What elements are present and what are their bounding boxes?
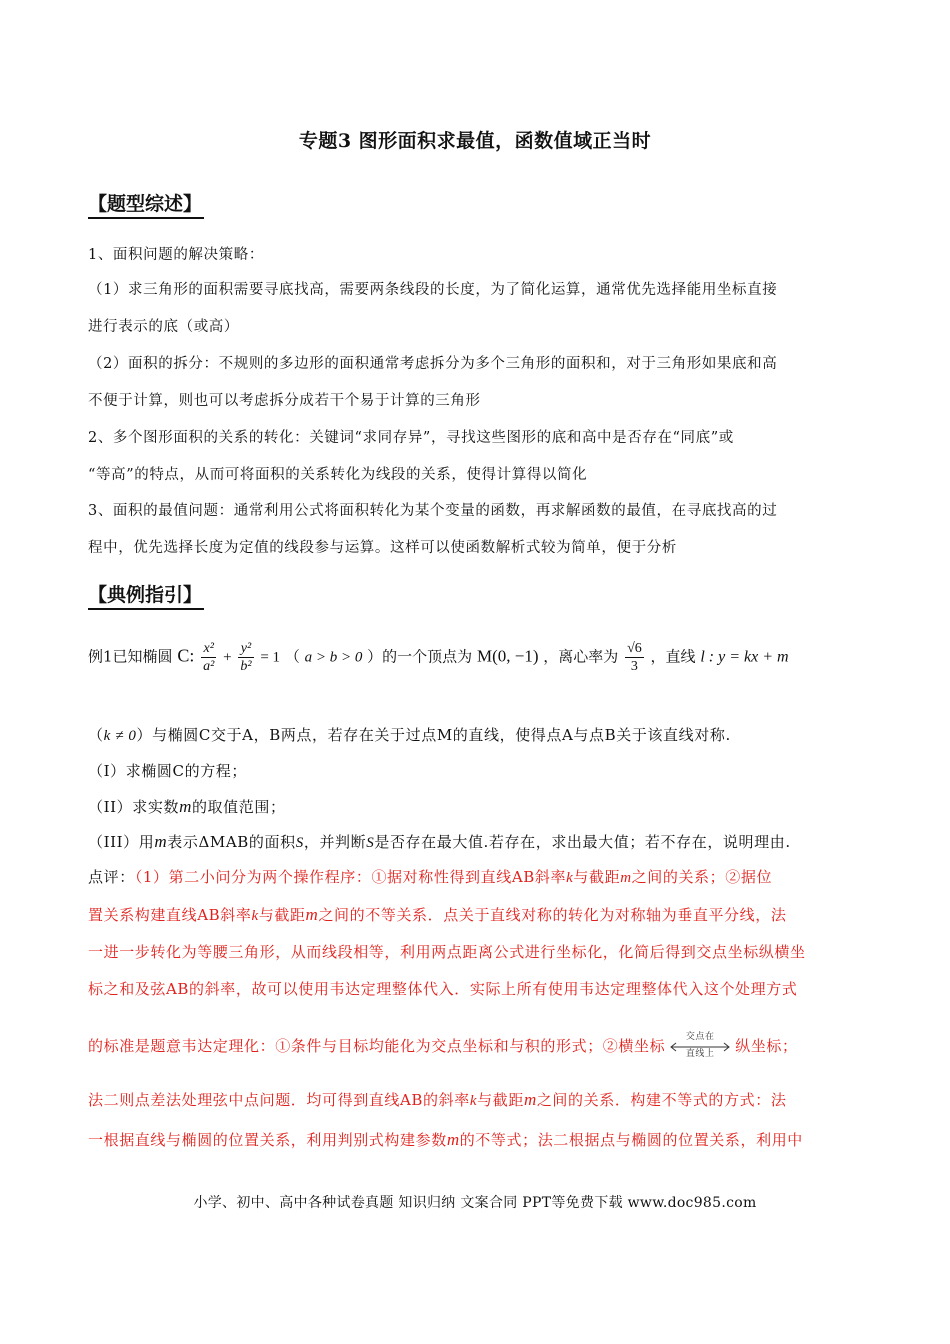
- page-title: 专题3 图形面积求最值，函数值域正当时: [298, 130, 652, 152]
- question-3-suffix: 是否存在最大值.若存在，求出最大值；若不存在，说明理由.: [374, 833, 791, 851]
- condition-open: （: [284, 647, 300, 666]
- numerator-x2: x²: [201, 640, 216, 658]
- comment-text: 的不等式；法二根据点与椭圆的位置关系，利用中: [459, 1131, 803, 1149]
- comment-line: 一进一步转化为等腰三角形，从而线段相等，利用两点距离公式进行坐标化，化简后得到交点坐标纵横坐: [88, 943, 806, 961]
- summary-line: 不便于计算，则也可以考虑拆分成若干个易于计算的三角形: [88, 393, 481, 409]
- ellipse-name: C:: [177, 645, 195, 666]
- numerator-sqrt6: √6: [627, 641, 642, 656]
- comment-label: 点评：: [88, 868, 135, 886]
- question-3-mid: 表示ΔMAB的面积: [167, 833, 296, 851]
- eccentricity-text: ，离心率为: [543, 647, 619, 666]
- var-m: m: [523, 1090, 537, 1109]
- var-m: m: [620, 870, 632, 886]
- fraction-y2-b2: [238, 640, 253, 675]
- page-footer: 小学、初中、高中各种试卷真题 知识归纳 文案合同 PPT等免费下载 www.doc985.com: [193, 1195, 757, 1211]
- var-m: m: [305, 905, 319, 924]
- plus-sign: +: [223, 649, 232, 666]
- comment-text: 之间的关系．构建不等式的方式：法: [536, 1091, 787, 1109]
- comment-text: 与截距: [258, 906, 306, 924]
- section-heading-overview: 【题型综述】: [88, 192, 204, 219]
- comment-text: 置关系构建直线AB斜率: [88, 906, 252, 924]
- comment-line: [88, 866, 868, 889]
- paren-open: （: [88, 726, 104, 744]
- condition-a-b: a > b > 0: [304, 649, 363, 666]
- comment-text: 与截距: [573, 868, 621, 886]
- comment-text: 之间的关系；②据位: [631, 868, 773, 886]
- comment-text: 纵坐标；: [735, 1037, 798, 1055]
- var-s: S: [295, 835, 304, 851]
- comment-text: 之间的不等关系．点关于直线对称的转化为对称轴为垂直平分线，法: [318, 906, 787, 924]
- summary-line: 进行表示的底（或高）: [88, 319, 239, 335]
- question-2-suffix: 的取值范围；: [191, 798, 286, 816]
- comment-line: 标之和及弦AB的斜率，故可以使用韦达定理整体代入．实际上所有使用韦达定理整体代入这个处理方式: [88, 980, 798, 998]
- condition-close: ）的一个顶点为: [367, 647, 473, 666]
- var-m: m: [154, 832, 168, 851]
- comment-text: 的标准是题意韦达定理化：①条件与目标均能化为交点坐标和与积的形式；②横坐标: [88, 1037, 666, 1055]
- fraction-sqrt6-3: [625, 640, 644, 675]
- example-intro-text: 例1已知椭圆: [88, 647, 173, 666]
- summary-line: “等高”的特点，从而可将面积的关系转化为线段的关系，使得计算得以简化: [88, 467, 588, 483]
- k-condition: k ≠ 0: [103, 728, 137, 744]
- denominator-b2: b²: [240, 659, 252, 674]
- comment-text: 一根据直线与椭圆的位置关系，利用判别式构建参数: [88, 1131, 447, 1149]
- var-k: k: [566, 870, 574, 886]
- example-intro-line: [88, 640, 789, 675]
- example-line-2-text: ）与椭圆C交于A，B两点，若存在关于过点M的直线，使得点A与点B关于该直线对称.: [136, 726, 731, 744]
- double-arrow-annotation: [669, 1032, 731, 1062]
- question-3-prefix: （III）用: [88, 833, 155, 851]
- var-k: k: [251, 908, 259, 924]
- comment-line: [88, 1032, 868, 1062]
- question-2: [88, 796, 868, 818]
- comment-line: [88, 1089, 868, 1112]
- var-k: k: [469, 1093, 478, 1109]
- arrow-top-label: 交点在: [685, 1032, 715, 1042]
- vertex-m: M(0, −1): [476, 646, 539, 666]
- denominator-a2: a²: [203, 659, 215, 674]
- var-s: S: [366, 835, 375, 851]
- numerator-y2: y²: [238, 640, 253, 658]
- comment-line: [88, 904, 868, 927]
- question-1: （I）求椭圆C的方程；: [88, 762, 248, 780]
- comment-text: （1）第二小问分为两个操作程序：①据对称性得到直线AB斜率: [134, 868, 567, 886]
- question-2-prefix: （II）求实数: [88, 798, 180, 816]
- line-equation: l : y = kx + m: [700, 648, 789, 666]
- example-line-2: [88, 724, 868, 747]
- var-m: m: [446, 1130, 460, 1149]
- summary-line: 程中，优先选择长度为定值的线段参与运算。这样可以使函数解析式较为简单，便于分析: [88, 540, 677, 556]
- fraction-x2-a2: [201, 640, 216, 675]
- summary-line: 3、面积的最值问题：通常利用公式将面积转化为某个变量的函数，再求解函数的最值，在寻底找高的过: [88, 503, 778, 519]
- equals-one: = 1: [260, 649, 281, 666]
- question-3-mid2: ，并判断: [303, 833, 367, 851]
- summary-line: 1、面积问题的解决策略：: [88, 247, 264, 263]
- comment-text: 法二则点差法处理弦中点问题．均可得到直线AB的斜率: [88, 1091, 470, 1109]
- denominator-3: 3: [630, 659, 638, 674]
- line-text: ，直线: [650, 647, 696, 666]
- comment-line: [88, 1129, 868, 1151]
- section-heading-examples: 【典例指引】: [88, 583, 204, 610]
- summary-line: （2）面积的拆分：不规则的多边形的面积通常考虑拆分为多个三角形的面积和，对于三角形如果底和高: [88, 356, 778, 372]
- summary-line: 2、多个图形面积的关系的转化：关键词“求同存异”，寻找这些图形的底和高中是否存在“同底”或: [88, 430, 734, 446]
- question-3: [88, 831, 868, 854]
- summary-line: （1）求三角形的面积需要寻底找高，需要两条线段的长度，为了简化运算，通常优先选择能用坐标直接: [88, 282, 778, 298]
- arrow-bottom-label: 直线上: [685, 1049, 715, 1059]
- var-m: m: [179, 797, 192, 816]
- comment-text: 与截距: [477, 1091, 524, 1109]
